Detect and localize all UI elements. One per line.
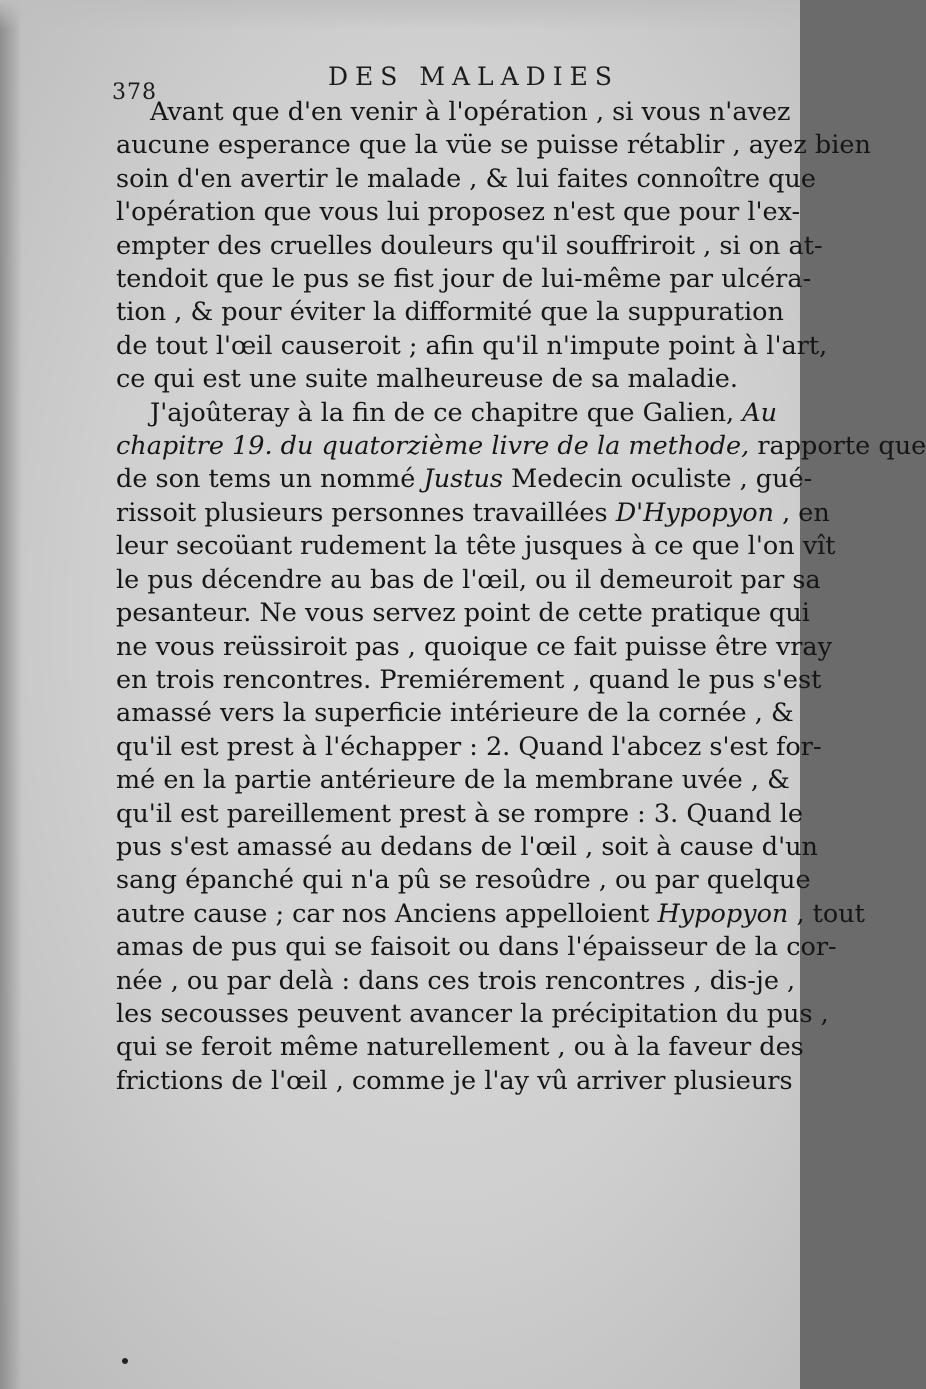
text-line: sang épanché qui n'a pû se resoûdre , ou par quelque	[116, 865, 811, 896]
text-line: qu'il est prest à l'échapper : 2. Quand l'abcez s'est for-	[116, 731, 822, 762]
ink-speck	[122, 1358, 128, 1364]
text-line: l'opération que vous lui proposez n'est que pour l'ex-	[116, 197, 801, 228]
text-line	[116, 397, 778, 430]
text-line: aucune esperance que la vüe se puisse rétablir , ayez bien	[116, 130, 871, 161]
text-run: de son tems un nommé	[116, 464, 416, 495]
text-line	[116, 898, 865, 931]
text-run: Medecin oculiste , gué-	[511, 464, 813, 495]
text-line: en trois rencontres. Premiérement , quand le pus s'est	[116, 664, 822, 695]
text-line	[116, 463, 813, 496]
text-line: soin d'en avertir le malade , & lui faites connoître que	[116, 163, 816, 194]
text-line: amassé vers la superficie intérieure de la cornée , &	[116, 698, 794, 729]
text-run: autre cause ; car nos Anciens appelloient	[116, 898, 650, 929]
text-line: ce qui est une suite malheureuse de sa maladie.	[116, 364, 738, 395]
text-line: leur secoüant rudement la tête jusques à ce que l'on vît	[116, 531, 836, 562]
italic-term: Hypopyon	[657, 898, 789, 929]
text-run: , en	[782, 497, 830, 528]
text-run: J'ajoûteray à la fin de ce chapitre que Galien,	[150, 397, 735, 428]
italic-term: D'Hypopyon	[615, 497, 774, 528]
text-line: mé en la partie antérieure de la membrane uvée , &	[116, 765, 790, 796]
text-line: pus s'est amassé au dedans de l'œil , soit à cause d'un	[116, 831, 818, 862]
text-line: qui se feroit même naturellement , ou à la faveur des	[116, 1032, 804, 1063]
italic-reference: chapitre 19. du quatorzième livre de la methode,	[116, 431, 750, 462]
text-line: les secousses peuvent avancer la précipitation du pus ,	[116, 998, 829, 1029]
text-line: Avant que d'en venir à l'opération , si vous n'avez	[150, 97, 791, 127]
text-line	[116, 430, 926, 463]
text-line: frictions de l'œil , comme je l'ay vû arriver plusieurs	[116, 1065, 793, 1096]
text-line: qu'il est pareillement prest à se rompre : 3. Quand le	[116, 798, 803, 829]
text-line: tendoit que le pus se fist jour de lui-même par ulcéra-	[116, 264, 812, 295]
page-top-shadow	[0, 0, 800, 30]
body-text	[116, 96, 926, 1098]
text-line: ne vous reüssiroit pas , quoique ce fait puisse être vray	[116, 631, 833, 662]
page-number: 378	[112, 80, 157, 105]
text-run: , tout	[796, 898, 865, 929]
text-line: empter des cruelles douleurs qu'il souffriroit , si on at-	[116, 230, 823, 261]
text-run: rapporte que	[757, 431, 926, 462]
text-line: née , ou par delà : dans ces trois rencontres , dis-je ,	[116, 965, 796, 996]
page-edge-shadow	[0, 0, 22, 1389]
text-line: pesanteur. Ne vous servez point de cette pratique qui	[116, 598, 810, 629]
italic-reference: Au	[742, 397, 778, 428]
text-line: amas de pus qui se faisoit ou dans l'épaisseur de la cor-	[116, 932, 837, 963]
italic-name: Justus	[423, 464, 503, 495]
text-line: tion , & pour éviter la difformité que la suppuration	[116, 297, 784, 328]
text-line: le pus décendre au bas de l'œil, ou il demeuroit par sa	[116, 564, 821, 595]
text-line: de tout l'œil causeroit ; afin qu'il n'impute point à l'art,	[116, 330, 828, 361]
text-line	[116, 497, 830, 530]
text-run: rissoit plusieurs personnes travaillées	[116, 497, 608, 528]
running-title: DES MALADIES	[328, 62, 619, 91]
